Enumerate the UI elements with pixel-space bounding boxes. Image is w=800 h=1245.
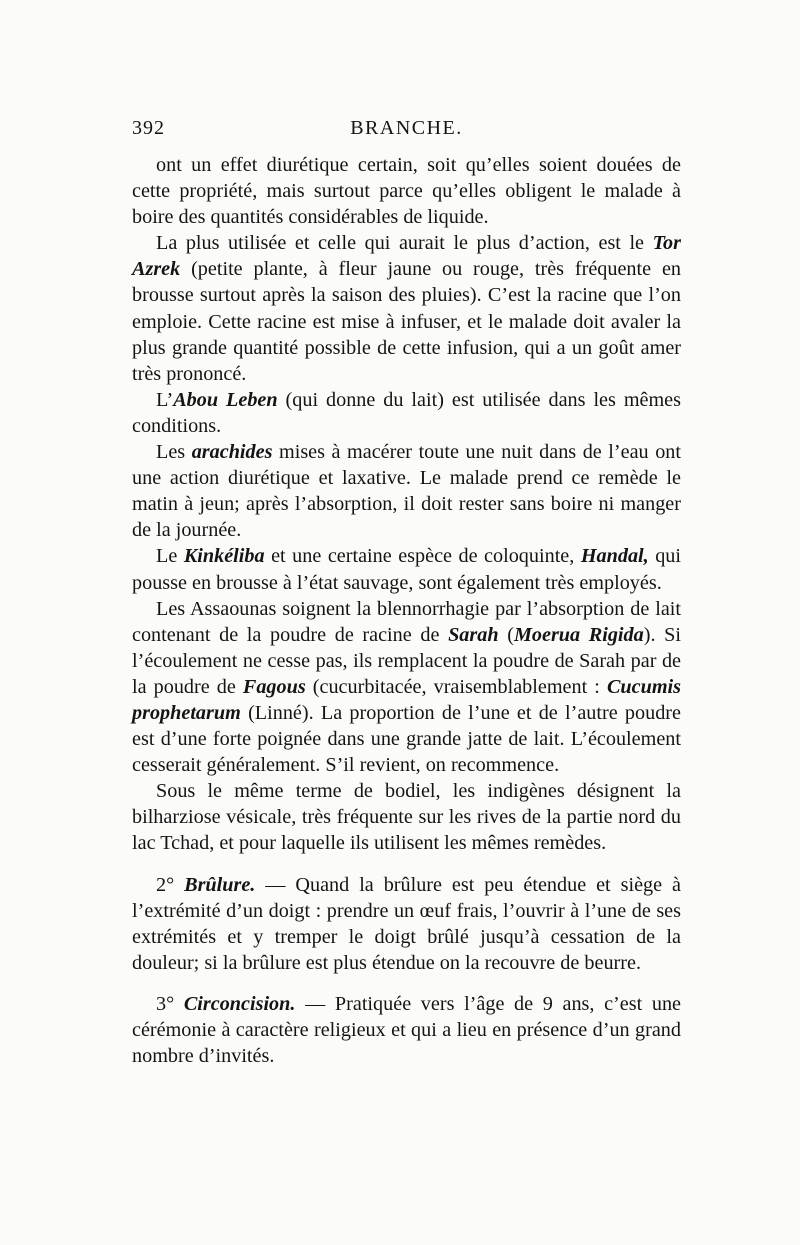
text-run: ont un effet diurétique certain, soit qu’elles soient douées de cette propriété, mais surtout parce qu’elles obligent le malade à boire des quantités considérables de liquide.	[132, 154, 681, 229]
page-body	[132, 152, 681, 1069]
italic-term: Handal,	[580, 545, 649, 568]
italic-term: Circoncision.	[183, 992, 296, 1015]
text-run: Les Assaounas soignent la blennorrhagie par l’absorption de lait contenant de la poudre de racine de	[132, 597, 681, 646]
paragraph	[132, 596, 681, 779]
text-run: 3°	[156, 992, 184, 1015]
text-run: Sous le même terme de bodiel, les indigènes désignent la bilharziose vésicale, très fréquente sur les rives de la partie nord du lac Tchad, et pour laquelle ils utilisent les mêmes remèdes.	[132, 780, 681, 855]
text-run: Le	[156, 545, 184, 568]
text-run: et une certaine espèce de coloquinte,	[264, 545, 581, 568]
italic-term: Moerua Rigida	[513, 623, 644, 646]
text-run: ). Si l’écoulement ne cesse pas, ils remplacent la poudre de Sarah par de la poudre de	[132, 623, 681, 698]
italic-term: Cucumis prophetarum	[132, 675, 681, 724]
text-run: Les	[156, 441, 192, 464]
italic-term: Sarah	[448, 623, 499, 646]
paragraph	[132, 387, 681, 439]
text-run: 2°	[156, 873, 185, 896]
paragraph	[132, 543, 681, 595]
text-run: mises à macérer toute une nuit dans de l’eau ont une action diurétique et laxative. Le malade prend ce remède le matin à jeun; après l’absorption, il doit rester sans boire ni manger de la journée.	[132, 441, 681, 542]
section-paragraph	[132, 872, 681, 976]
text-run: — Pratiquée vers l’âge de 9 ans, c’est une cérémonie à caractère religieux et qui a lieu en présence d’un grand nombre d’invités.	[132, 992, 681, 1068]
paragraph	[132, 152, 681, 230]
text-run: — Quand la brûlure est peu étendue et siège à l’extrémité d’un doigt : prendre un œuf frais, l’ouvrir à l’une de ses extrémités et y tremper le doigt brûlé jusqu’à cessation de la douleur; si la brûlure est plus étendue on la recouvre de beurre.	[132, 873, 681, 974]
text-run: (Linné). La proportion de l’une et de l’autre poudre est d’une forte poignée dans une grande jatte de lait. L’écoulement cesserait généralement. S’il revient, on recommence.	[132, 701, 681, 777]
italic-term: Abou Leben	[173, 388, 278, 411]
italic-term: Fagous	[242, 675, 306, 698]
paragraph	[132, 778, 681, 856]
text-run: (petite plante, à fleur jaune ou rouge, très fréquente en brousse surtout après la saison des pluies). C’est la racine que l’on emploie. Cette racine est mise à infuser, et le malade doit avaler la plus grande quantité possible de cette infusion, qui a un goût amer très prononcé.	[132, 258, 681, 385]
running-title: BRANCHE.	[350, 117, 463, 139]
italic-term: Kinkéliba	[183, 545, 265, 568]
paragraph	[132, 230, 681, 387]
text-run: (qui donne du lait) est utilisée dans les mêmes conditions.	[132, 388, 681, 437]
text-run: (cucurbitacée, vraisemblablement :	[305, 675, 607, 698]
section-paragraph	[132, 991, 681, 1069]
text-run: L’	[156, 388, 174, 411]
italic-term: Brûlure.	[184, 873, 256, 896]
text-run: La plus utilisée et celle qui aurait le plus d’action, est le	[156, 232, 653, 255]
page-header	[132, 117, 681, 143]
paragraph	[132, 439, 681, 543]
italic-term: Tor Azrek	[132, 232, 681, 281]
text-run: qui pousse en brousse à l’état sauvage, sont également très employés.	[132, 545, 682, 594]
italic-term: arachides	[191, 441, 273, 464]
page-number: 392	[132, 117, 165, 139]
text-run: (	[498, 623, 514, 646]
